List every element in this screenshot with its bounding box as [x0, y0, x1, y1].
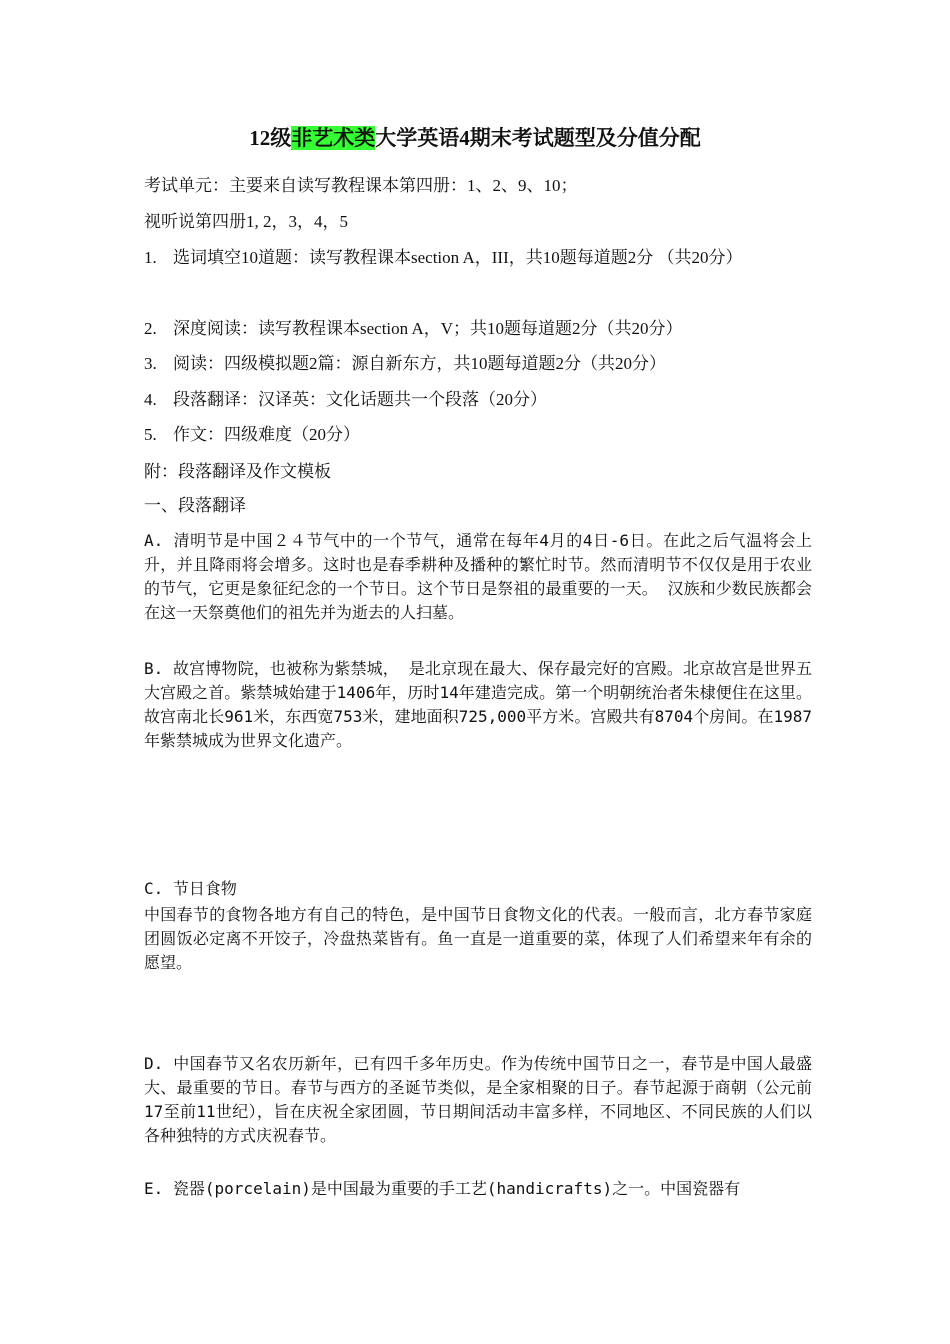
paragraph-e: E. 瓷器(porcelain)是中国最为重要的手工艺(handicrafts)之一。中国瓷器有	[144, 1179, 741, 1198]
list-item-4	[144, 385, 814, 415]
list-text: 深度阅读：读写教程课本section A，V；共10题每道题2分（共20分）	[173, 319, 683, 338]
list-number: 2.	[144, 319, 157, 338]
list-text: 段落翻译：汉译英：文化话题共一个段落（20分）	[173, 390, 547, 409]
list-text: 阅读：四级模拟题2篇：源自新东方，共10题每道题2分（共20分）	[173, 354, 666, 373]
exam-units-line: 考试单元：主要来自读写教程课本第四册：1、2、9、10；	[144, 176, 578, 195]
page-title	[0, 124, 950, 152]
appendix-line: 附：段落翻译及作文模板	[144, 462, 331, 481]
list-text: 作文：四级难度（20分）	[173, 425, 360, 444]
list-item-2	[144, 314, 814, 344]
paragraph-a: A. 清明节是中国２４节气中的一个节气，通常在每年4月的4日-6日。在此之后气温将会上升，并且降雨将会增多。这时也是春季耕种及播种的繁忙时节。然而清明节不仅仅是用于农业的节气，它更是象征纪念的一个节日。这个节日是祭祖的最重要的一天。 汉族和少数民族都会在这一天祭奠他们的祖先并为逝去的人扫墓。	[144, 531, 812, 622]
list-number: 1.	[144, 248, 157, 267]
list-item-5	[144, 420, 814, 450]
title-prefix: 12级	[249, 126, 292, 150]
list-text: 选词填空10道题：读写教程课本section A，III，共10题每道题2分 （共20分）	[173, 248, 743, 267]
paragraph-c-label: C. 节日食物	[144, 879, 237, 898]
listening-line: 视听说第四册1, 2，3，4，5	[144, 212, 348, 231]
list-number: 3.	[144, 354, 157, 373]
paragraph-b: B. 故宫博物院，也被称为紫禁城， 是北京现在最大、保存最完好的宫殿。北京故宫是世界五大宫殿之首。紫禁城始建于1406年，历时14年建造完成。第一个明朝统治者朱棣便住在这里。故宫南北长961米，东西宽753米，建地面积725,000平方米。宫殿共有8704个房间。在1987年紫禁城成为世界文化遗产。	[144, 659, 812, 750]
title-highlight: 非艺术类	[291, 126, 376, 150]
paragraph-d: D. 中国春节又名农历新年，已有四千多年历史。作为传统中国节日之一，春节是中国人最盛大、最重要的节日。春节与西方的圣诞节类似，是全家相聚的日子。春节起源于商朝（公元前17至前11世纪），旨在庆祝全家团圆，节日期间活动丰富多样，不同地区、不同民族的人们以各种独特的方式庆祝春节。	[144, 1054, 812, 1145]
list-number: 5.	[144, 425, 157, 444]
section-heading: 一、段落翻译	[144, 496, 246, 515]
list-item-3	[144, 349, 814, 379]
list-item-1	[144, 243, 814, 273]
title-suffix: 大学英语4期末考试题型及分值分配	[375, 126, 701, 150]
paragraph-c: 中国春节的食物各地方有自己的特色，是中国节日食物文化的代表。一般而言，北方春节家庭团圆饭必定离不开饺子，冷盘热菜皆有。鱼一直是一道重要的菜，体现了人们希望来年有余的愿望。	[144, 905, 812, 972]
list-number: 4.	[144, 390, 157, 409]
